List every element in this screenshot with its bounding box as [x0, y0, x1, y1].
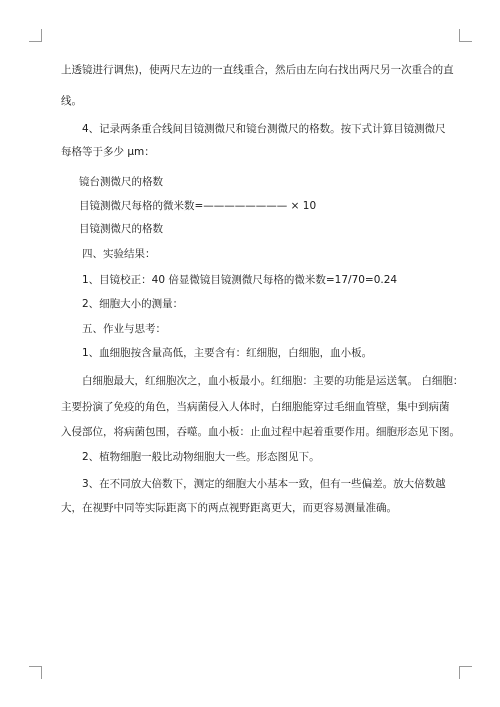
- text-line: 每格等于多少 μm：: [61, 146, 155, 158]
- text-line: 1、血细胞按含量高低，主要含有：红细胞，白细胞，血小板。: [82, 347, 373, 359]
- text-line: 3、在不同放大倍数下，测定的细胞大小基本一致，但有一些偏差。放大倍数越: [82, 478, 446, 490]
- formula-numerator: 镜台测微尺的格数: [79, 176, 163, 188]
- text-line: 上透镜进行调焦)，使两尺左边的一直线重合，然后由左向右找出两尺另一次重合的直: [61, 64, 454, 76]
- text-line: 4、记录两条重合线间目镜测微尺和镜台测微尺的格数。按下式计算目镜测微尺: [82, 123, 446, 135]
- crop-mark-top-right: [459, 29, 472, 42]
- text-line: 线。: [61, 95, 82, 107]
- formula-denominator: 目镜测微尺的格数: [79, 223, 163, 235]
- text-line: 主要扮演了免疫的角色，当病菌侵入人体时，白细胞能穿过毛细血管壁，集中到病菌: [61, 401, 450, 413]
- crop-mark-bottom-right: [459, 666, 472, 679]
- text-line: 1、目镜校正：40 倍显微镜目镜测微尺每格的微米数=17/70=0.24: [82, 274, 398, 286]
- text-line: 2、植物细胞一般比动物细胞大一些。形态图见下。: [82, 451, 320, 463]
- formula-main: 目镜测微尺每格的微米数=———————— × 10: [79, 200, 317, 212]
- text-line: 大，在视野中同等实际距离下的两点视野距离更大，而更容易测量准确。: [61, 502, 397, 514]
- text-line: 2、细胞大小的测量：: [82, 298, 184, 310]
- section-heading: 四、实验结果：: [82, 248, 156, 260]
- crop-mark-bottom-left: [29, 666, 42, 679]
- text-line: 白细胞最大，红细胞次之，血小板最小。红细胞：主要的功能是运送氧。 白细胞：: [82, 375, 464, 387]
- section-heading: 五、作业与思考：: [82, 323, 166, 335]
- text-line: 入侵部位，将病菌包围，吞噬。血小板：止血过程中起着重要作用。细胞形态见下图。: [61, 426, 460, 438]
- crop-mark-top-left: [29, 29, 42, 42]
